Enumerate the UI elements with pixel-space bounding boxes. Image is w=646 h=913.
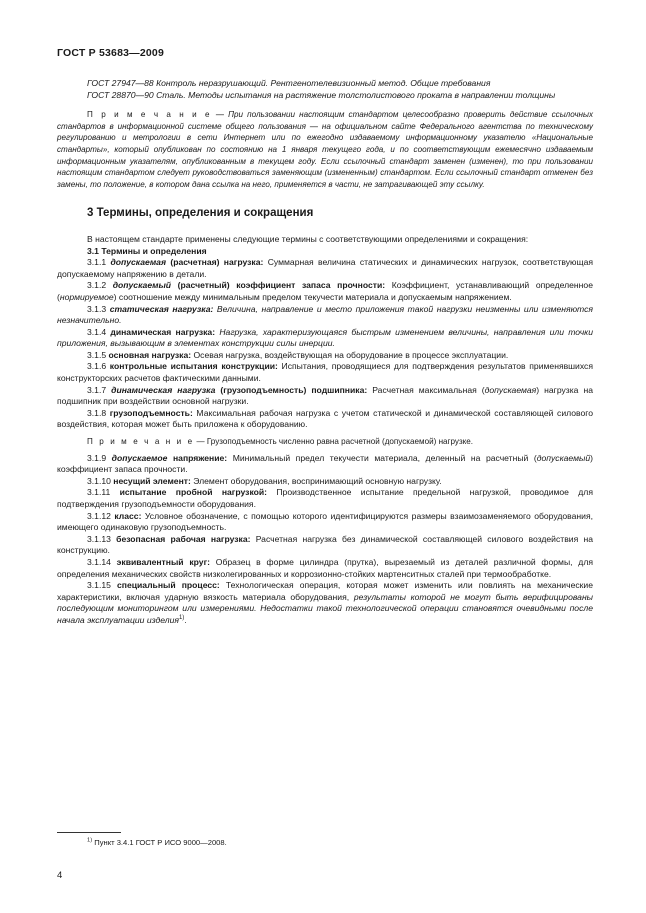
- term-name: грузоподъемность:: [109, 407, 193, 418]
- term-3-1-11: [57, 487, 593, 510]
- term-name-italic: статическая нагрузка:: [109, 303, 214, 314]
- term-3-1-2: [57, 280, 593, 303]
- term-number: 3.1.2: [87, 280, 113, 291]
- term-definition: Производственное испытание предельной нагрузкой, проводимое для подтверждения грузоподъемности оборудования.: [57, 487, 593, 509]
- section-title: 3 Термины, определения и сокращения: [87, 207, 314, 220]
- term-definition-italic: результаты которой не могут быть верифицированы последующим мониторингом или измерениями. Недостатки такой технологической операции становятся очевидными после начала эксплуатации изделия: [57, 591, 593, 625]
- term-number: 3.1.9: [87, 452, 112, 463]
- term-3-1-14: [57, 557, 593, 580]
- term-definition-italic: Величина, направление и место приложения такой нагрузки неизменны или изменяются незначительно.: [57, 303, 593, 326]
- term-3-1-6: [57, 361, 593, 384]
- footnote-text: Пункт 3.4.1 ГОСТ Р ИСО 9000—2008.: [92, 838, 227, 847]
- note-capacity: [57, 436, 593, 448]
- term-definition: Технологическая операция, которая может изменить или повлиять на механические характеристики, включая ударную вязкость материала оборудования,: [57, 580, 593, 602]
- reference-gost-27947: ГОСТ 27947—88 Контроль неразрушающий. Рентгенотелевизионный метод. Общие требования: [87, 78, 491, 88]
- term-name: (грузоподъемность) подшипника:: [215, 384, 368, 395]
- term-definition: Расчетная максимальная (: [367, 384, 485, 395]
- term-definition: Расчетная нагрузка без динамической составляющей силового воздействия на конструкцию.: [57, 533, 594, 556]
- term-definition-italic: допускаемая: [484, 384, 537, 395]
- page-content: [57, 78, 593, 627]
- term-definition-italic: допускаемый: [536, 452, 591, 463]
- term-definition: ) коэффициент запаса прочности.: [57, 452, 593, 475]
- term-name: класс:: [114, 510, 142, 521]
- note-references: [57, 109, 593, 190]
- term-3-1-7: [57, 385, 593, 408]
- term-number: 3.1.1: [87, 257, 111, 268]
- term-name-italic: динамическая нагрузка: [111, 384, 216, 395]
- term-name: контрольные испытания конструкции:: [109, 361, 278, 372]
- term-definition: Элемент оборудования, воспринимающий основную нагрузку.: [190, 475, 442, 486]
- term-name: (расчетная) нагрузка:: [166, 257, 264, 268]
- term-3-1-8: [57, 408, 593, 431]
- term-name: специальный процесс:: [116, 580, 220, 591]
- term-3-1-12: [57, 511, 593, 534]
- term-definition: ) соотношение между минимальным пределом текучести материала и допускаемым напряжением.: [113, 291, 512, 302]
- term-number: 3.1.8: [87, 407, 110, 418]
- term-number: 3.1.14: [87, 556, 117, 567]
- term-name: испытание пробной нагрузкой:: [119, 487, 268, 498]
- standard-header: ГОСТ Р 53683—2009: [57, 47, 165, 59]
- term-definition-italic: нормируемое: [59, 291, 114, 302]
- term-number: 3.1.3: [87, 303, 110, 314]
- term-number: 3.1.11: [87, 487, 120, 498]
- term-name-italic: допускаемый: [112, 280, 172, 291]
- term-definition: Условное обозначение, с помощью которого идентифицируются размеры взаимозаменяемого оборудования, имеющего одинаковую грузоподъемность.: [57, 510, 594, 533]
- term-3-1-1: [57, 257, 593, 280]
- term-3-1-15: [57, 580, 593, 626]
- term-3-1-9: [57, 453, 593, 476]
- section-intro: В настоящем стандарте применены следующие термины с соответствующими определениями и сокращения:: [87, 233, 529, 244]
- term-number: 3.1.10: [87, 475, 114, 486]
- term-definition: Суммарная величина статических и динамических нагрузок, соответствующая допускаемому напряжению в детали.: [57, 257, 594, 279]
- footnote-marker: 1): [178, 615, 185, 622]
- term-definition: .: [184, 614, 187, 625]
- term-name: (расчетный) коэффициент запаса прочности:: [171, 280, 386, 291]
- subsection-title: 3.1 Термины и определения: [87, 245, 207, 256]
- term-name: эквивалентный круг:: [116, 556, 211, 567]
- term-3-1-3: [57, 304, 593, 327]
- term-name: несущий элемент:: [113, 475, 191, 486]
- term-name: основная нагрузка:: [108, 349, 192, 360]
- term-definition: Максимальная рабочая нагрузка с учетом статической и динамической составляющей силового воздействия, которая может быть приложена к оборудованию.: [57, 407, 593, 430]
- term-number: 3.1.7: [87, 384, 112, 395]
- term-3-1-13: [57, 534, 593, 557]
- term-number: 3.1.6: [87, 361, 110, 372]
- term-number: 3.1.12: [87, 510, 115, 521]
- page-number: 4: [57, 870, 63, 881]
- footnote: [87, 838, 227, 847]
- term-definition: Осевая нагрузка, воздействующая на оборудование в процессе эксплуатации.: [191, 349, 509, 360]
- term-3-1-10: [57, 476, 593, 488]
- footnote-divider: [57, 832, 121, 833]
- term-name-italic: допускаемое: [111, 452, 168, 463]
- term-3-1-5: [57, 350, 593, 362]
- term-definition-italic: Нагрузка, характеризующаяся быстрым изменением величины, направления или точки приложения, вызывающим в элементах конструкции силы инерции.: [57, 326, 593, 349]
- term-definition: ) нагрузка на подшипник при воздействии основной нагрузки.: [57, 384, 594, 407]
- term-definition: Минимальный предел текучести материала, деленный на расчетный (: [227, 452, 537, 463]
- note-text: — Грузоподъемность численно равна расчетной (допускаемой) нагрузке.: [194, 437, 474, 447]
- note-label: П р и м е ч а н и е: [87, 437, 195, 447]
- term-definition: Образец в форме цилиндра (прутка), вырезаемый из деталей различной формы, для определения механических свойств низколегированных и коррозионно-стойких мартенситных сталей при термообработке.: [57, 556, 593, 579]
- term-3-1-4: [57, 327, 593, 350]
- term-number: 3.1.15: [87, 580, 117, 591]
- term-definition: Испытания, проводящиеся для подтверждения результатов применявшихся конструкторских расчетов фактическими данными.: [57, 361, 594, 384]
- footnote-mark: 1): [87, 837, 93, 844]
- note-label: П р и м е ч а н и е: [87, 110, 212, 120]
- term-name: динамическая нагрузка:: [110, 326, 216, 337]
- note-text: — При пользовании настоящим стандартом целесообразно проверить действие ссылочных стандартов в информационной системе общего пользования — на официальном сайте Федерального агентства по техническому регулированию и метрологии в сети Интернет или по ежегодно издаваемому информационному указателю «Национальные стандарты», который опубликован по состоянию на 1 января текущего года, и по соответствующим ежемесячно издаваемым информационным указателям, опубликованным в текущем году. Если ссылочный стандарт заменен (изменен), то при пользовании настоящим стандартом следует руководствоваться заменяющим (измененным) стандартом. Если ссылочный стандарт отменен без замены, то положение, в котором дана ссылка на него, применяется в части, не затрагивающей эту ссылку.: [57, 110, 593, 189]
- term-name: напряжение:: [167, 452, 228, 463]
- term-name: безопасная рабочая нагрузка:: [116, 533, 251, 544]
- term-name-italic: допускаемая: [110, 257, 167, 268]
- term-definition: Коэффициент, устанавливающий определенное (: [57, 280, 593, 302]
- term-number: 3.1.5: [87, 349, 109, 360]
- term-number: 3.1.13: [87, 533, 117, 544]
- reference-gost-28870: ГОСТ 28870—90 Сталь. Методы испытания на растяжение толстолистового проката в направлении толщины: [87, 89, 556, 100]
- term-number: 3.1.4: [87, 326, 111, 337]
